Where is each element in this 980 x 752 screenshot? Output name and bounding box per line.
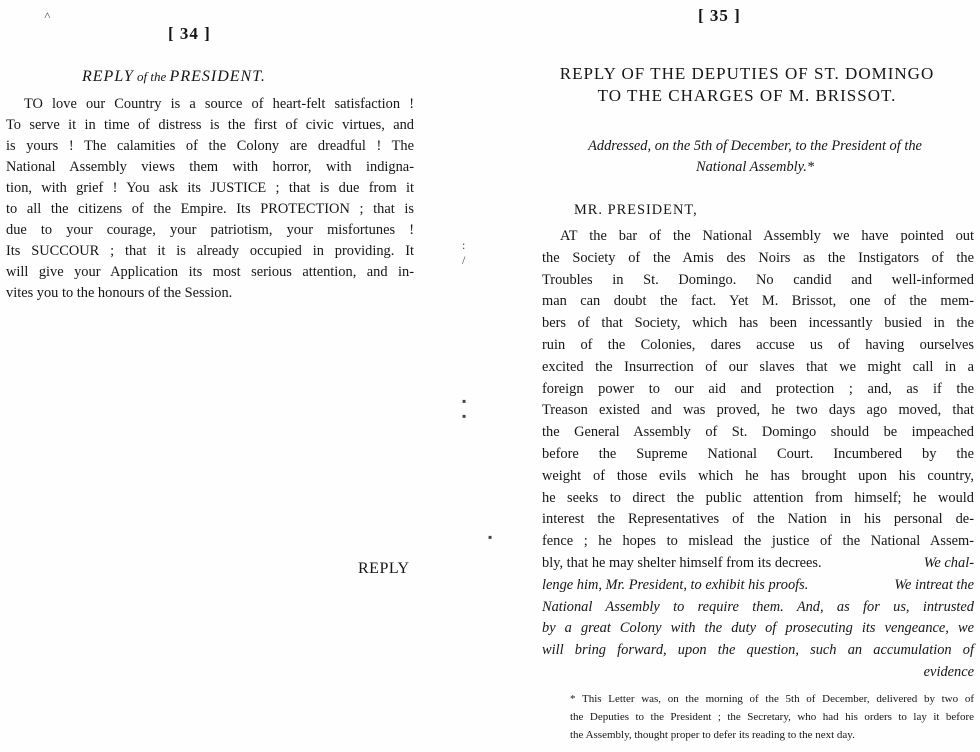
text-line: the Society of the Amis des Noirs as the Instigators of the [542, 249, 974, 266]
text-line: Its SUCCOUR ; that it is already occupied in providing. It [6, 243, 414, 259]
italic-fragment: We intreat the [894, 576, 974, 593]
text-line: is yours ! The calamities of the Colony are dreadful ! The [6, 138, 414, 154]
text-line: Troubles in St. Domingo. No candid and well-informed [542, 271, 974, 288]
text-line [542, 575, 974, 597]
catchword: REPLY [358, 560, 410, 577]
deputies-reply-heading: REPLY OF THE DEPUTIES OF ST. DOMINGO [559, 64, 935, 83]
page-number-34: [ 34 ] [168, 24, 211, 43]
text-line: fence ; he hopes to mislead the justice of the National Assem- [542, 533, 974, 550]
footnote [570, 690, 974, 744]
text-line: to all the citizens of the Empire. Its PROTECTION ; that is [6, 201, 414, 217]
salutation: MR. PRESIDENT, [574, 202, 698, 218]
text-line: weight of those evils which he has brought upon his country, [542, 467, 974, 484]
text-fragment: bly, that he may shelter himself from its decrees. [542, 554, 822, 571]
text-line: interest the Representatives of the Nation in his personal de- [542, 511, 974, 528]
title-president: PRESIDENT. [169, 68, 266, 85]
text-line: bers of that Society, which has been incessantly busied in the [542, 315, 974, 332]
ink-speck: : / [462, 238, 466, 267]
text-line: Treason existed and was proved, he two days ago moved, that [542, 402, 974, 419]
ink-speck: ˄ [44, 8, 51, 22]
text-line: before the Supreme National Court. Incumbered by the [542, 445, 974, 462]
text-line: To serve it in time of distress is the first of civic virtues, and [6, 117, 414, 133]
text-line: due to your courage, your patriotism, your misfortunes ! [6, 222, 414, 238]
deputies-letter-text [542, 226, 974, 684]
text-line: by a great Colony with the duty of prosecuting its vengeance, we [542, 620, 974, 637]
text-line: ruin of the Colonies, dares accuse us of having ourselves [542, 336, 974, 353]
text-line: man can doubt the fact. Yet M. Brissot, one of the mem- [542, 293, 974, 310]
text-line: he seeks to direct the public attention from himself; he would [542, 489, 974, 506]
text-line [542, 553, 974, 575]
right-page [520, 0, 980, 752]
footnote-line: * This Letter was, on the morning of the 5th of December, delivered by two of [570, 693, 974, 705]
text-line: National Assembly to require them. And, as for us, intrusted [542, 598, 974, 615]
ink-speck: ▪ ▪ [462, 394, 467, 423]
text-line: foreign power to our aid and protection ; and, as if the [542, 380, 974, 397]
ink-speck: ▪ [488, 530, 493, 544]
title-of-the: of the [133, 69, 170, 84]
text-line: evidence [923, 663, 974, 680]
italic-fragment: We chal- [923, 554, 974, 571]
page-number-35: [ 35 ] [698, 6, 741, 25]
text-line: will bring forward, upon the question, such an accumulation of [542, 642, 974, 659]
text-line: the General Assembly of St. Domingo should be impeached [542, 424, 974, 441]
president-reply-text [6, 94, 414, 304]
text-line: TO love our Country is a source of heart-felt satisfaction ! [24, 96, 414, 112]
text-line: will give your Application its most serious attention, and in- [6, 264, 414, 280]
president-reply-title [82, 68, 266, 86]
text-line: National Assembly views them with horror, with indigna- [6, 159, 414, 175]
text-line: excited the Insurrection of our slaves that we might call in a [542, 358, 974, 375]
text-line: vites you to the honours of the Session. [6, 285, 233, 301]
footnote-line: the Assembly, thought proper to defer its reading to the next day. [570, 729, 855, 741]
deputies-reply-subheading: TO THE CHARGES OF M. BRISSOT. [597, 86, 897, 105]
addressed-line: Addressed, on the 5th of December, to the President of the [588, 138, 922, 154]
title-reply: REPLY [82, 68, 134, 85]
addressed-line: National Assembly.* [695, 159, 815, 175]
text-fragment: lenge him, Mr. President, to exhibit his proofs. [542, 576, 809, 593]
text-line: tion, with grief ! You ask its JUSTICE ; that is due from it [6, 180, 414, 196]
footnote-line: the Deputies to the President ; the Secretary, who had his orders to lay it before [570, 711, 974, 723]
text-line: AT the bar of the National Assembly we have pointed out [560, 228, 974, 244]
